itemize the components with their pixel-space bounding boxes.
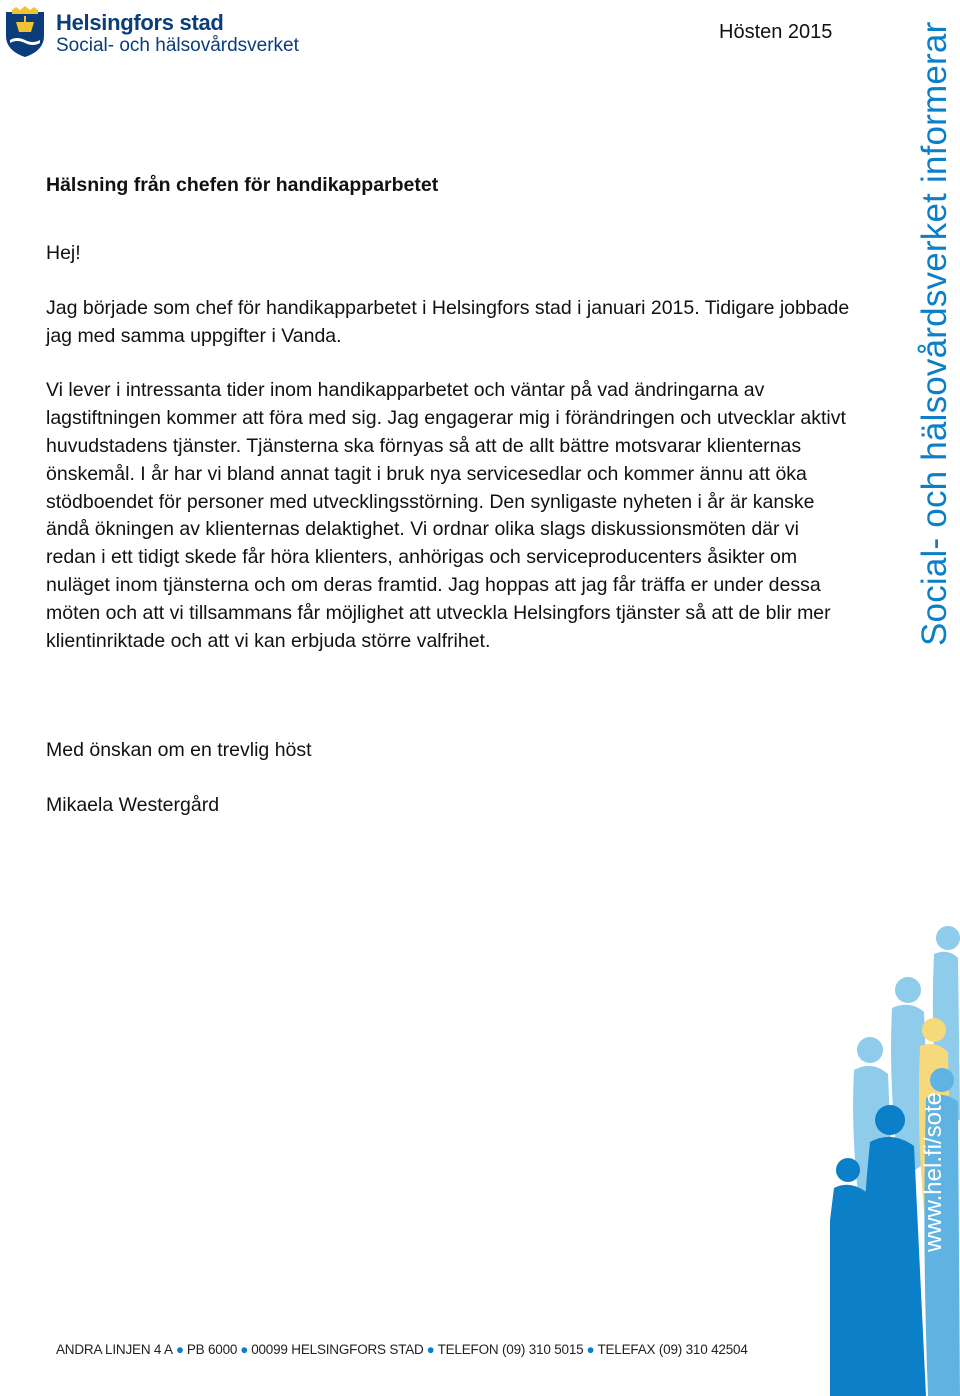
bullet-icon: ●	[586, 1342, 595, 1357]
org-name: Helsingfors stad	[56, 10, 224, 35]
greeting: Hej!	[46, 242, 81, 264]
footer-fax: TELEFAX (09) 310 42504	[597, 1342, 748, 1357]
bullet-icon: ●	[175, 1342, 184, 1357]
paragraph-intro: Jag började som chef för handikapparbetet i Helsingfors stad i januari 2015. Tidigare jobbade jag med samma uppgifter i Vanda.	[46, 296, 850, 347]
bullet-icon: ●	[426, 1342, 435, 1357]
letter-body	[46, 240, 852, 655]
footer-po-box: PB 6000	[186, 1342, 238, 1357]
city-crest-logo	[4, 6, 46, 58]
issue-date: Hösten 2015	[719, 21, 833, 43]
letter-heading: Hälsning från chefen för handikapparbetet	[46, 174, 439, 196]
footer-postal: 00099 HELSINGFORS STAD	[251, 1342, 424, 1357]
website-url: www.hel.fi/sote	[920, 1091, 947, 1253]
footer-address: ANDRA LINJEN 4 A	[56, 1342, 173, 1357]
paragraph-main: Vi lever i intressanta tider inom handikapparbetet och väntar på vad ändringarna av lagstiftningen kommer att föra med sig. Jag engagerar mig i förändringen och utvecklar aktivt huvudstadens tjänster. Tjänsterna ska förnyas så att de allt bättre motsvarar klienternas önskemål. I år har vi bland annat tagit i bruk nya servicesedlar och kommer ännu att öka stödboendet för personer med utvecklingsstörning. Den synligaste nyheten i år är kanske ändå ökningen av klienternas delaktighet. Vi ordnar olika slags diskussionsmöten där vi redan i ett tidigt skede får höra klienters, anhörigas och serviceproducenters åsikter om nuläget inom tjänsterna och om deras framtid. Jag hoppas att jag får träffa er under dessa möten och att vi tillsammans får möjlighet att utveckla Helsingfors tjänster så att de blir mer klientinriktade och att vi kan erbjuda större valfrihet.	[46, 379, 846, 652]
closing-line: Med önskan om en trevlig höst	[46, 739, 312, 761]
bullet-icon: ●	[240, 1342, 249, 1357]
footer-contact	[56, 1342, 748, 1357]
footer-phone: TELEFON (09) 310 5015	[437, 1342, 584, 1357]
signature-name: Mikaela Westergård	[46, 794, 220, 816]
department-name: Social- och hälsovårdsverket	[56, 35, 299, 56]
side-slogan: Social- och hälsovårdsverket informerar	[915, 21, 954, 646]
